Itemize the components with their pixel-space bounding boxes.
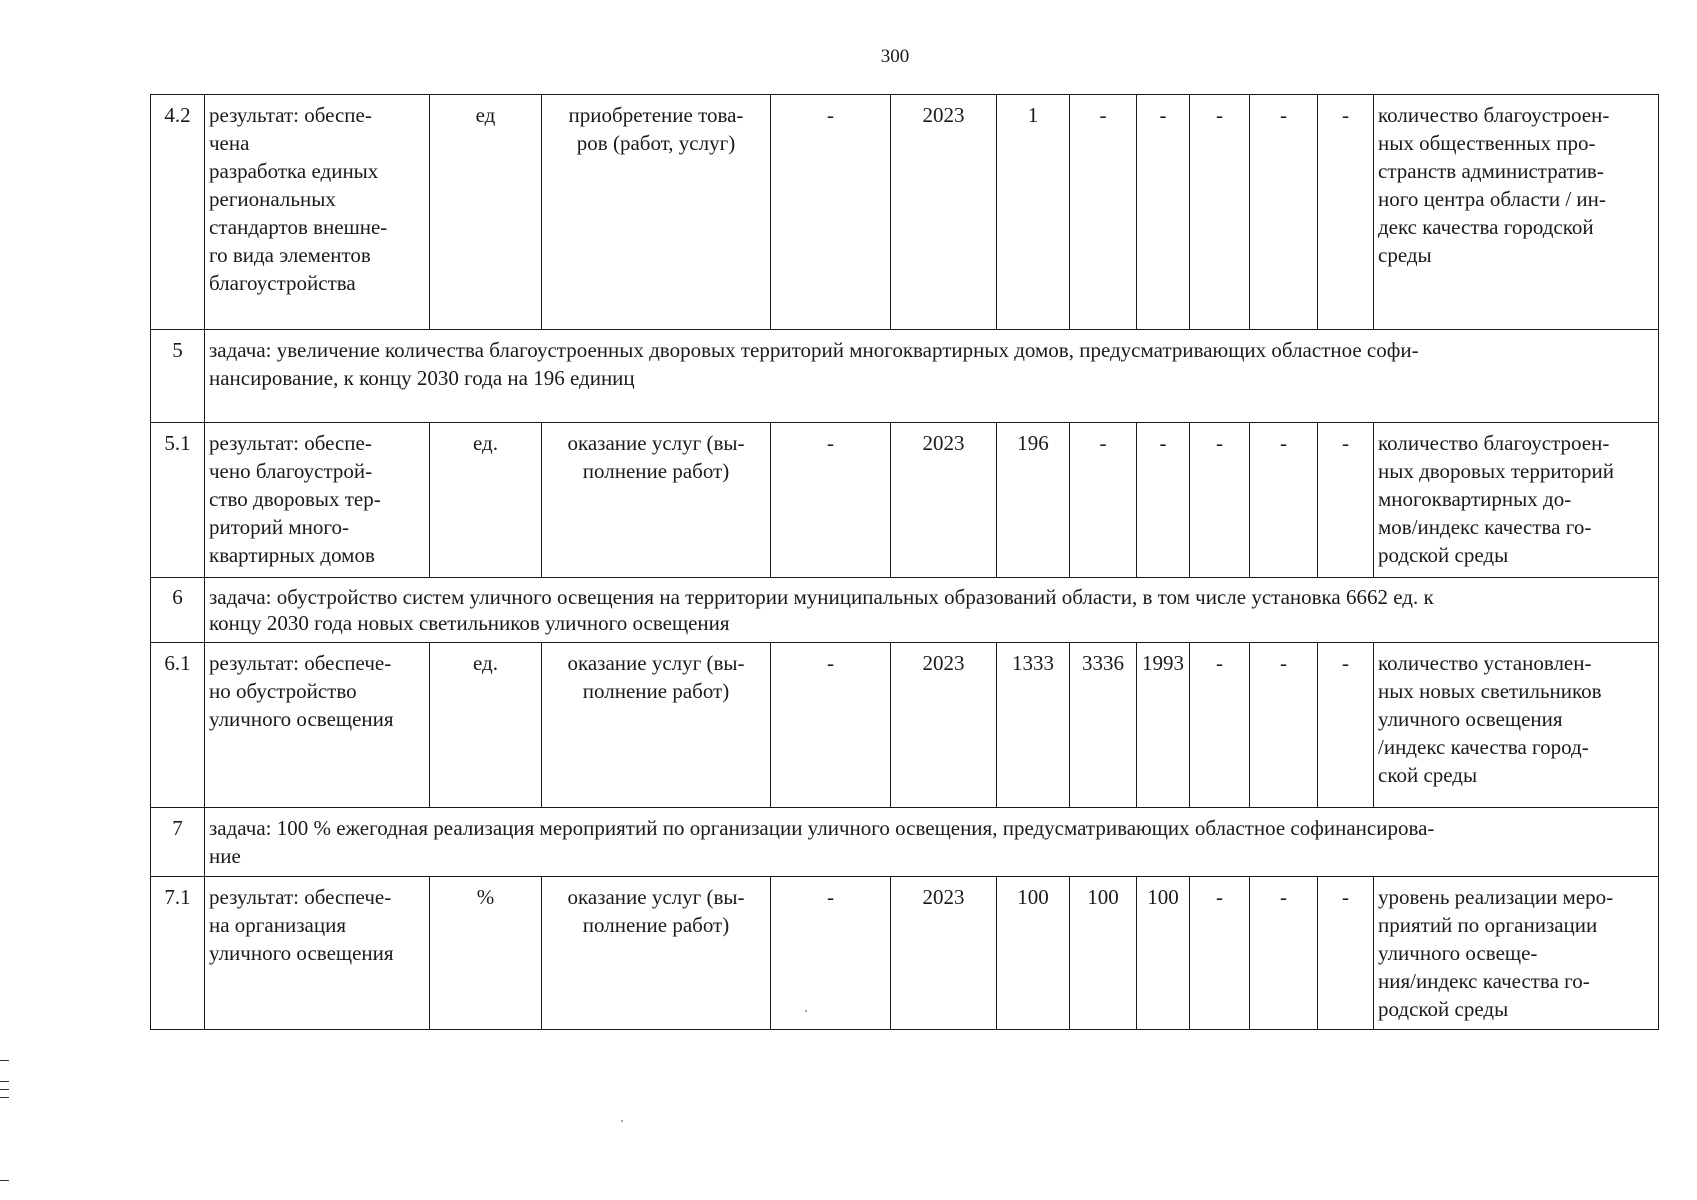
- task-row: [151, 808, 1659, 877]
- row-number: 4.2: [151, 95, 205, 330]
- value-cell: 100: [1070, 877, 1137, 1030]
- result-name: результат: обеспече- но обустройство уличного освещения: [205, 643, 430, 808]
- base-value-cell: -: [771, 95, 891, 330]
- value-cell: -: [1137, 95, 1190, 330]
- value-cell: 1333: [997, 643, 1070, 808]
- margin-mark: [0, 1081, 9, 1082]
- task-text: задача: обустройство систем уличного освещения на территории муниципальных образований области, в том числе установка 6662 ед. к концу 2030 года новых светильников уличного освещения: [205, 578, 1659, 643]
- indicator-cell: количество благоустроен- ных общественных про- странств административ- ного центра области / ин- декс качества городской среды: [1374, 95, 1659, 330]
- value-cell: -: [1190, 423, 1250, 578]
- row-number: 5.1: [151, 423, 205, 578]
- table-row: [151, 423, 1659, 578]
- year-cell: 2023: [891, 423, 997, 578]
- result-name: результат: обеспе- чено благоустрой- ство дворовых тер- риторий много- квартирных домов: [205, 423, 430, 578]
- row-number: 7.1: [151, 877, 205, 1030]
- value-cell: 3336: [1070, 643, 1137, 808]
- base-value-cell: -: [771, 877, 891, 1030]
- year-cell: 2023: [891, 877, 997, 1030]
- value-cell: 100: [997, 877, 1070, 1030]
- table-row: [151, 877, 1659, 1030]
- value-cell: 1: [997, 95, 1070, 330]
- activity-type-cell: оказание услуг (вы- полнение работ): [542, 877, 771, 1030]
- value-cell: -: [1250, 643, 1318, 808]
- row-number: 7: [151, 808, 205, 877]
- result-name: результат: обеспече- на организация уличного освещения: [205, 877, 430, 1030]
- value-cell: -: [1070, 423, 1137, 578]
- result-name: результат: обеспе- чена разработка единых региональных стандартов внешне- го вида элементов благоустройства: [205, 95, 430, 330]
- margin-mark: [0, 1180, 9, 1181]
- value-cell: -: [1190, 95, 1250, 330]
- unit-cell: ед.: [430, 643, 542, 808]
- row-number: 6: [151, 578, 205, 643]
- value-cell: -: [1318, 877, 1374, 1030]
- value-cell: -: [1070, 95, 1137, 330]
- value-cell: -: [1137, 423, 1190, 578]
- value-cell: -: [1250, 95, 1318, 330]
- value-cell: -: [1250, 423, 1318, 578]
- unit-cell: %: [430, 877, 542, 1030]
- year-cell: 2023: [891, 643, 997, 808]
- value-cell: 196: [997, 423, 1070, 578]
- base-value-cell: -: [771, 643, 891, 808]
- row-number: 5: [151, 330, 205, 423]
- value-cell: 100: [1137, 877, 1190, 1030]
- activity-type-cell: оказание услуг (вы- полнение работ): [542, 423, 771, 578]
- base-value-cell: -: [771, 423, 891, 578]
- value-cell: -: [1250, 877, 1318, 1030]
- value-cell: 1993: [1137, 643, 1190, 808]
- value-cell: -: [1318, 423, 1374, 578]
- unit-cell: ед.: [430, 423, 542, 578]
- value-cell: -: [1318, 95, 1374, 330]
- margin-mark: [0, 1089, 9, 1090]
- value-cell: -: [1190, 877, 1250, 1030]
- year-cell: 2023: [891, 95, 997, 330]
- task-text: задача: увеличение количества благоустроенных дворовых территорий многоквартирных домов, предусматривающих областное софи- нансирование, к концу 2030 года на 196 единиц: [205, 330, 1659, 423]
- unit-cell: ед: [430, 95, 542, 330]
- scan-speck: [805, 1010, 807, 1012]
- task-row: [151, 578, 1659, 643]
- table-row: [151, 95, 1659, 330]
- table-row: [151, 643, 1659, 808]
- activity-type-cell: оказание услуг (вы- полнение работ): [542, 643, 771, 808]
- indicator-cell: уровень реализации меро- приятий по организации уличного освеще- ния/индекс качества го- родской среды: [1374, 877, 1659, 1030]
- scan-speck: [621, 1120, 623, 1122]
- task-text: задача: 100 % ежегодная реализация мероприятий по организации уличного освещения, предусматривающих областное софинансирова- ние: [205, 808, 1659, 877]
- activity-type-cell: приобретение това- ров (работ, услуг): [542, 95, 771, 330]
- value-cell: -: [1318, 643, 1374, 808]
- indicator-cell: количество установлен- ных новых светильников уличного освещения /индекс качества город- ской среды: [1374, 643, 1659, 808]
- margin-mark: [0, 1060, 9, 1061]
- value-cell: -: [1190, 643, 1250, 808]
- page-number: 300: [880, 46, 910, 67]
- task-row: [151, 330, 1659, 423]
- row-number: 6.1: [151, 643, 205, 808]
- margin-mark: [0, 1097, 9, 1098]
- indicator-cell: количество благоустроен- ных дворовых территорий многоквартирных до- мов/индекс качества го- родской среды: [1374, 423, 1659, 578]
- results-table: [150, 94, 1659, 1030]
